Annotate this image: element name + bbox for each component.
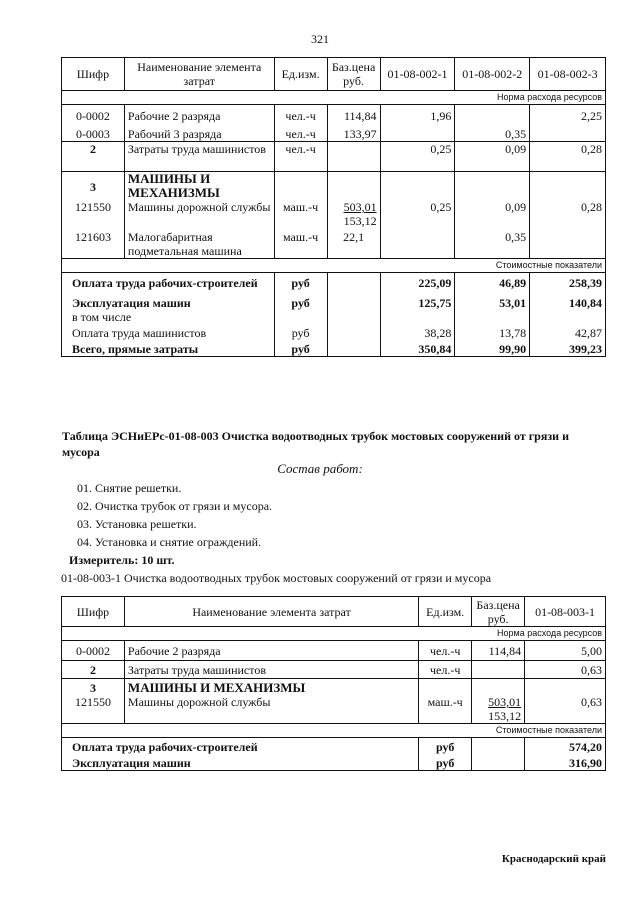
row-code: 2 — [62, 142, 125, 172]
resource-table-1 — [61, 57, 606, 357]
work-step: 02. Очистка трубок от грязи и мусора. — [77, 499, 273, 513]
row-code: 0-0002 — [62, 641, 125, 661]
cost-unit: руб — [274, 290, 327, 310]
row-value-1: 0,63 — [525, 695, 606, 724]
measure-unit: Измеритель: 10 шт. — [69, 553, 175, 567]
row-unit: чел.-ч — [274, 105, 327, 124]
row-code: 2 — [62, 661, 125, 679]
header-price: Баз.цена руб. — [327, 58, 380, 91]
empty-cell — [327, 310, 380, 324]
header-code: Шифр — [62, 58, 125, 91]
table-caption: Таблица ЭСНиЕРс-01-08-003 Очистка водоотводных трубок мостовых сооружений от грязи и мусора — [62, 429, 569, 459]
empty-cell — [274, 310, 327, 324]
row-price-stack — [327, 200, 380, 228]
row-value-1: 0,25 — [380, 200, 455, 228]
row-value-1 — [380, 228, 455, 259]
row-unit: чел.-ч — [274, 123, 327, 142]
header-name: Наименование элемента затрат — [124, 58, 274, 91]
item-line: 01-08-003-1 Очистка водоотводных трубок мостовых сооружений от грязи и мусора — [61, 571, 492, 585]
resource-table-2 — [61, 596, 606, 771]
section-code: 3 — [62, 679, 125, 696]
section-code: 3 — [62, 172, 125, 201]
cost-unit: руб — [274, 340, 327, 357]
cost-value-1: 125,75 — [380, 290, 455, 310]
cost-value-3: 258,39 — [530, 273, 606, 291]
empty-cell — [274, 172, 327, 201]
empty-cell — [530, 172, 606, 201]
row-name: Рабочие 2 разряда — [124, 641, 418, 661]
row-value-3 — [530, 228, 606, 259]
row-unit: маш.-ч — [274, 200, 327, 228]
header-col-1: 01-08-002-1 — [380, 58, 455, 91]
cost-value-1: 316,90 — [525, 754, 606, 771]
row-name: Малогабаритная подметальная машина — [124, 228, 274, 259]
cost-name: Оплата труда рабочих-строителей — [62, 738, 419, 755]
empty-cell — [327, 273, 380, 291]
row-value-1: 1,96 — [380, 105, 455, 124]
row-name: Затраты труда машинистов — [124, 661, 418, 679]
cost-value-1: 38,28 — [380, 324, 455, 340]
row-value-2: 0,09 — [455, 200, 530, 228]
row-value-2: 0,35 — [455, 123, 530, 142]
header-col-1: 01-08-003-1 — [525, 597, 606, 627]
row-unit: чел.-ч — [274, 142, 327, 172]
header-code: Шифр — [62, 597, 125, 627]
header-unit: Ед.изм. — [419, 597, 472, 627]
empty-cell — [472, 738, 525, 755]
norm-label: Норма расхода ресурсов — [62, 627, 606, 641]
cost-name: Эксплуатация машин — [62, 290, 275, 310]
row-price-stack — [472, 695, 525, 724]
header-col-3: 01-08-002-3 — [530, 58, 606, 91]
row-unit: маш.-ч — [419, 695, 472, 724]
empty-cell — [419, 679, 472, 696]
row-value-3: 2,25 — [530, 105, 606, 124]
empty-cell — [380, 310, 455, 324]
row-code: 121603 — [62, 228, 125, 259]
row-value-1: 0,25 — [380, 142, 455, 172]
row-unit: чел.-ч — [419, 661, 472, 679]
cost-value-1: 225,09 — [380, 273, 455, 291]
price-sub: 153,12 — [488, 709, 522, 723]
row-price: 22,1 — [327, 228, 380, 259]
row-price: 114,84 — [472, 641, 525, 661]
cost-value-3: 399,23 — [530, 340, 606, 357]
work-step: 01. Снятие решетки. — [77, 481, 182, 495]
cost-value-2: 46,89 — [455, 273, 530, 291]
empty-cell — [530, 310, 606, 324]
cost-value-3: 42,87 — [530, 324, 606, 340]
row-price — [472, 661, 525, 679]
empty-cell — [327, 340, 380, 357]
row-value-3: 0,28 — [530, 200, 606, 228]
norm-label: Норма расхода ресурсов — [62, 91, 606, 105]
row-name: Затраты труда машинистов — [124, 142, 274, 172]
page-number: 321 — [311, 32, 329, 46]
empty-cell — [455, 172, 530, 201]
work-step: 04. Установка и снятие ограждений. — [77, 535, 262, 549]
empty-cell — [472, 754, 525, 771]
row-value-1: 5,00 — [525, 641, 606, 661]
row-price — [327, 142, 380, 172]
section-title: МАШИНЫ И МЕХАНИЗМЫ — [124, 172, 274, 201]
row-value-2 — [455, 105, 530, 124]
empty-cell — [525, 679, 606, 696]
row-code: 121550 — [62, 200, 125, 228]
row-name: Рабочие 2 разряда — [124, 105, 274, 124]
row-name: Рабочий 3 разряда — [124, 123, 274, 142]
cost-unit: руб — [419, 738, 472, 755]
row-unit: чел.-ч — [419, 641, 472, 661]
row-value-1: 0,63 — [525, 661, 606, 679]
cost-value-1: 350,84 — [380, 340, 455, 357]
cost-unit: руб — [419, 754, 472, 771]
price-base: 503,01 — [488, 695, 522, 709]
region-footer: Краснодарский край — [501, 853, 606, 865]
cost-value-2: 13,78 — [455, 324, 530, 340]
price-sub: 153,12 — [343, 214, 377, 228]
cost-value-2: 53,01 — [455, 290, 530, 310]
row-value-2: 0,35 — [455, 228, 530, 259]
cost-name: Всего, прямые затраты — [62, 340, 275, 357]
cost-name: Эксплуатация машин — [62, 754, 419, 771]
price-base: 503,01 — [343, 200, 377, 214]
empty-cell — [327, 290, 380, 310]
row-value-3 — [530, 123, 606, 142]
header-unit: Ед.изм. — [274, 58, 327, 91]
row-price: 133,97 — [327, 123, 380, 142]
row-value-3: 0,28 — [530, 142, 606, 172]
cost-unit: руб — [274, 324, 327, 340]
row-name: Машины дорожной службы — [124, 200, 274, 228]
work-composition-title: Состав работ: — [277, 461, 363, 476]
empty-cell — [327, 172, 380, 201]
empty-cell — [455, 310, 530, 324]
cost-name: Оплата труда рабочих-строителей — [62, 273, 275, 291]
row-code: 121550 — [62, 695, 125, 724]
row-value-2: 0,09 — [455, 142, 530, 172]
cost-name: Оплата труда машинистов — [62, 324, 275, 340]
row-price: 114,84 — [327, 105, 380, 124]
empty-cell — [472, 679, 525, 696]
row-name: Машины дорожной службы — [124, 695, 418, 724]
row-value-1 — [380, 123, 455, 142]
row-code: 0-0002 — [62, 105, 125, 124]
cost-unit: руб — [274, 273, 327, 291]
row-code: 0-0003 — [62, 123, 125, 142]
work-step: 03. Установка решетки. — [77, 517, 197, 531]
cost-value-2: 99,90 — [455, 340, 530, 357]
cost-value-3: 140,84 — [530, 290, 606, 310]
cost-label: Стоимостные показатели — [62, 724, 606, 738]
empty-cell — [380, 172, 455, 201]
cost-label: Стоимостные показатели — [62, 259, 606, 273]
header-name: Наименование элемента затрат — [124, 597, 418, 627]
section-title: МАШИНЫ И МЕХАНИЗМЫ — [124, 679, 418, 696]
empty-cell — [327, 324, 380, 340]
header-price: Баз.цена руб. — [472, 597, 525, 627]
cost-name: в том числе — [62, 310, 275, 324]
cost-value-1: 574,20 — [525, 738, 606, 755]
header-col-2: 01-08-002-2 — [455, 58, 530, 91]
row-unit: маш.-ч — [274, 228, 327, 259]
